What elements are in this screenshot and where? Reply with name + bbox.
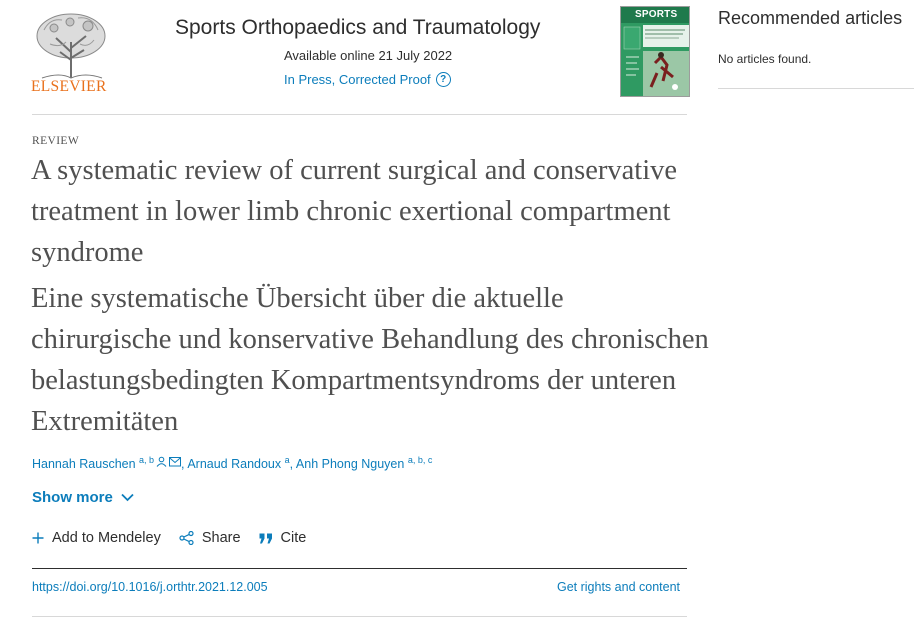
author-list: Hannah Rauschen $^{a, b}$ , Arnaud Randoux $^a$, Anh Phong Nguyen $^{a, b, c}$: [32, 455, 433, 472]
author-link[interactable]: Anh Phong Nguyen $^{a, b, c}$: [295, 455, 433, 472]
cover-image: [621, 7, 689, 96]
article-actions: [32, 530, 306, 546]
article-title-english: A systematic review of current surgical and conservative treatment in lower limb chronic exertional compartment syndrome: [31, 155, 678, 268]
footer-divider: [32, 616, 687, 617]
doi-link[interactable]: https://doi.org/10.1016/j.orthtr.2021.12.005: [32, 580, 268, 594]
plus-icon: [32, 532, 44, 544]
journal-title[interactable]: Sports Orthopaedics and Traumatology: [175, 16, 541, 39]
cover-title: SPORTS: [635, 9, 678, 20]
get-rights-link[interactable]: Get rights and content: [557, 580, 680, 594]
available-online: Available online 21 July 2022: [284, 48, 453, 63]
quote-icon: [259, 533, 273, 544]
share-label: Share: [201, 530, 241, 546]
in-press-label: In Press, Corrected Proof: [284, 72, 431, 87]
question-circle-icon[interactable]: ?: [436, 72, 451, 87]
header-divider: [32, 114, 687, 115]
elsevier-logo[interactable]: [30, 8, 112, 94]
recommended-articles-heading: Recommended articles: [718, 8, 903, 28]
sidebar-divider: [718, 88, 914, 89]
person-icon[interactable]: [156, 456, 167, 470]
publisher-wordmark: ELSEVIER: [31, 78, 107, 95]
article-type-label: REVIEW: [32, 135, 80, 147]
article-title-german: Eine systematische Übersicht über die aktuelle chirurgische und konservative Behandlung des chronischen belastungsbedingten Kompartmentsyndroms der unteren Extremitäten: [31, 283, 709, 437]
author-link[interactable]: Hannah Rauschen $^{a, b}$: [32, 455, 155, 472]
chevron-down-icon: [121, 493, 134, 502]
cite-button[interactable]: [259, 530, 307, 546]
in-press-status[interactable]: [284, 72, 451, 87]
add-to-mendeley-button[interactable]: [32, 530, 161, 546]
journal-cover[interactable]: [620, 6, 690, 97]
author-link[interactable]: Arnaud Randoux $^a$: [187, 455, 290, 472]
no-articles-message: No articles found.: [718, 52, 812, 66]
add-to-mendeley-label: Add to Mendeley: [52, 530, 161, 546]
show-more-label: Show more: [32, 489, 113, 506]
actions-divider: [32, 568, 687, 569]
cite-label: Cite: [280, 530, 307, 546]
share-icon: [179, 531, 194, 545]
share-button[interactable]: [179, 530, 241, 546]
email-icon[interactable]: [169, 456, 181, 470]
show-more-button[interactable]: [32, 489, 134, 506]
